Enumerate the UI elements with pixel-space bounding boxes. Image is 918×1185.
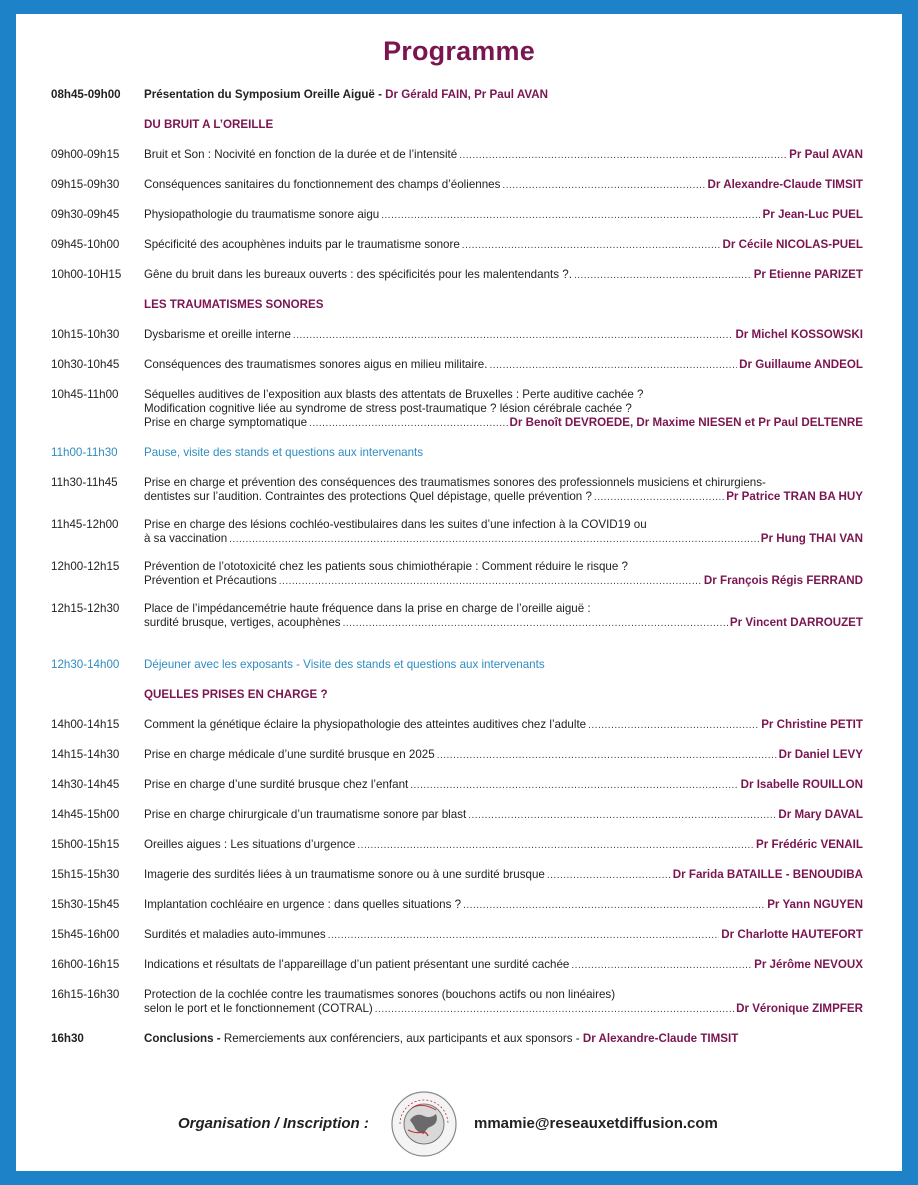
speaker-name: Pr Jérôme NEVOUX <box>754 958 863 971</box>
speaker-name: Dr Mary DAVAL <box>778 808 863 821</box>
speaker-name: Pr Yann NGUYEN <box>767 898 863 911</box>
dot-leader <box>588 719 759 733</box>
schedule-row <box>51 268 863 283</box>
schedule-row <box>51 178 863 193</box>
session-description <box>144 808 863 823</box>
session-title: Présentation du Symposium Oreille Aiguë - <box>144 88 382 101</box>
time-slot: 09h45-10h00 <box>51 238 120 251</box>
dot-leader <box>574 269 752 283</box>
session-title-line: Conséquences des traumatismes sonores aigus en milieu militaire. <box>144 358 488 371</box>
session-title-line: Oreilles aigues : Les situations d’urgence <box>144 838 356 851</box>
session-description <box>144 838 863 853</box>
session-description <box>144 778 863 793</box>
session-description <box>144 518 863 547</box>
speaker-name: Dr Farida BATAILLE - BENOUDIBA <box>672 868 863 881</box>
time-slot: 14h30-14h45 <box>51 778 120 791</box>
speaker-name: Dr Alexandre-Claude TIMSIT <box>582 1032 739 1045</box>
session-title-line: Prise en charge et prévention des conséquences des traumatismes sonores des professionnels musiciens et chirurgiens- <box>144 476 766 489</box>
session-title-line: Prise en charge chirurgicale d’un traumatisme sonore par blast <box>144 808 467 821</box>
reseaux-diffusion-logo-icon <box>390 1090 458 1158</box>
closing-label: Conclusions - <box>144 1032 221 1045</box>
schedule-row <box>51 358 863 373</box>
time-slot: 11h30-11h45 <box>51 476 118 489</box>
session-description <box>144 148 863 163</box>
dot-leader <box>489 359 737 373</box>
schedule-row <box>51 446 863 460</box>
dot-leader <box>594 491 724 505</box>
speaker-name: Dr François Régis FERRAND <box>703 574 863 587</box>
session-title-line: Bruit et Son : Nocivité en fonction de la durée et de l’intensité <box>144 148 458 161</box>
time-slot: 16h30 <box>51 1032 84 1045</box>
session-title-line: Prise en charge d’une surdité brusque chez l’enfant <box>144 778 409 791</box>
session-title-line: surdité brusque, vertiges, acouphènes <box>144 616 341 629</box>
session-description <box>144 268 863 283</box>
speaker-name: Dr Michel KOSSOWSKI <box>735 328 863 341</box>
session-title-line: Prise en charge des lésions cochléo-vestibulaires dans les suites d’une infection à la COVID19 ou <box>144 518 647 531</box>
speaker-name: Pr Vincent DARROUZET <box>729 616 863 629</box>
session-title-line: Prise en charge médicale d’une surdité brusque en 2025 <box>144 748 435 761</box>
schedule-row <box>51 476 863 505</box>
dot-leader <box>459 149 787 163</box>
schedule-row <box>51 748 863 763</box>
session-title-line: Surdités et maladies auto-immunes <box>144 928 326 941</box>
session-title-line: Comment la génétique éclaire la physiopathologie des atteintes auditives chez l’adulte <box>144 718 587 731</box>
closing-text: Remerciements aux conférenciers, aux participants et aux sponsors - <box>223 1032 580 1045</box>
session-title-line: à sa vaccination <box>144 532 228 545</box>
session-description <box>144 388 863 431</box>
speaker-name: Dr Guillaume ANDEOL <box>739 358 863 371</box>
session-description <box>144 748 863 763</box>
dot-leader <box>571 959 752 973</box>
dot-leader <box>328 929 720 943</box>
dot-leader <box>468 809 776 823</box>
schedule-row <box>51 898 863 913</box>
time-slot: 12h30-14h00 <box>51 658 120 671</box>
session-description <box>144 328 863 343</box>
schedule-row <box>51 928 863 943</box>
schedule-row <box>51 560 863 589</box>
schedule-row <box>51 838 863 853</box>
session-description <box>144 178 863 193</box>
speaker-name: Pr Etienne PARIZET <box>753 268 863 281</box>
session-description <box>144 928 863 943</box>
dot-leader <box>375 1003 734 1017</box>
session-title-line: Gêne du bruit dans les bureaux ouverts : des spécificités pour les malentendants ?. <box>144 268 572 281</box>
page-title: Programme <box>383 36 535 66</box>
time-slot: 08h45-09h00 <box>51 88 121 101</box>
section-heading-text: DU BRUIT A L’OREILLE <box>144 118 274 131</box>
session-description <box>144 358 863 373</box>
contact-email[interactable]: mmamie@reseauxetdiffusion.com <box>474 1115 718 1132</box>
schedule-row <box>51 518 863 547</box>
session-title-line: Spécificité des acouphènes induits par le traumatisme sonore <box>144 238 460 251</box>
time-slot: 11h00-11h30 <box>51 446 118 459</box>
session-title-line: Modification cognitive liée au syndrome de stress post-traumatique ? lésion cérébrale cachée ? <box>144 402 632 415</box>
time-slot: 14h00-14h15 <box>51 718 120 731</box>
schedule-row <box>51 718 863 733</box>
session-description <box>144 718 863 733</box>
organisation-label: Organisation / Inscription : <box>178 1115 369 1132</box>
dot-leader <box>502 179 705 193</box>
session-description <box>144 446 863 460</box>
dot-leader <box>463 899 765 913</box>
schedule-row <box>51 808 863 823</box>
time-slot: 09h15-09h30 <box>51 178 120 191</box>
speaker-name: Pr Frédéric VENAIL <box>756 838 863 851</box>
schedule-row <box>51 208 863 223</box>
schedule-row <box>51 148 863 163</box>
dot-leader <box>279 575 702 589</box>
session-description <box>144 88 863 102</box>
dot-leader <box>410 779 738 793</box>
schedule-row <box>51 868 863 883</box>
schedule-row <box>51 988 863 1017</box>
dot-leader <box>343 617 728 631</box>
time-slot: 14h45-15h00 <box>51 808 120 821</box>
session-title-line: Imagerie des surdités liées à un traumatisme sonore ou à une surdité brusque <box>144 868 545 881</box>
session-title-line: Indications et résultats de l’appareillage d’un patient présentant une surdité cachée <box>144 958 570 971</box>
dot-leader <box>462 239 721 253</box>
schedule-row <box>51 602 863 631</box>
session-title-line: Prise en charge symptomatique <box>144 416 308 429</box>
time-slot: 09h30-09h45 <box>51 208 120 221</box>
schedule-row <box>51 328 863 343</box>
time-slot: 15h15-15h30 <box>51 868 120 881</box>
speaker-name: Pr Hung THAI VAN <box>760 532 863 545</box>
dot-leader <box>547 869 671 883</box>
speaker-name: Dr Alexandre-Claude TIMSIT <box>707 178 863 191</box>
session-description <box>144 602 863 631</box>
speaker-name: Pr Jean-Luc PUEL <box>762 208 863 221</box>
schedule-row <box>51 1032 863 1046</box>
session-description <box>144 476 863 505</box>
schedule-row <box>51 958 863 973</box>
session-title-line: Déjeuner avec les exposants - Visite des stands et questions aux intervenants <box>144 658 545 671</box>
section-heading-text: QUELLES PRISES EN CHARGE ? <box>144 688 328 701</box>
dot-leader <box>357 839 754 853</box>
dot-leader <box>437 749 777 763</box>
session-description <box>144 958 863 973</box>
time-slot: 15h45-16h00 <box>51 928 120 941</box>
session-description <box>144 1032 863 1046</box>
speaker-name: Pr Christine PETIT <box>761 718 863 731</box>
speaker-name: Dr Gérald FAIN, Pr Paul AVAN <box>385 88 548 101</box>
speaker-name: Dr Isabelle ROUILLON <box>740 778 863 791</box>
schedule-row <box>51 388 863 431</box>
session-title-line: Physiopathologie du traumatisme sonore aigu <box>144 208 380 221</box>
session-title-line: Protection de la cochlée contre les traumatismes sonores (bouchons actifs ou non linéaires) <box>144 988 616 1001</box>
dot-leader <box>309 417 507 431</box>
speaker-name: Pr Paul AVAN <box>789 148 863 161</box>
schedule-row <box>51 88 863 102</box>
session-description <box>144 898 863 913</box>
session-title-line: Place de l’impédancemétrie haute fréquence dans la prise en charge de l’oreille aiguë : <box>144 602 591 615</box>
session-description <box>144 560 863 589</box>
dot-leader <box>293 329 734 343</box>
schedule-row <box>51 658 863 672</box>
session-description <box>144 238 863 253</box>
time-slot: 10h00-10H15 <box>51 268 122 281</box>
speaker-name: Dr Charlotte HAUTEFORT <box>721 928 863 941</box>
time-slot: 10h45-11h00 <box>51 388 119 401</box>
dot-leader <box>381 209 760 223</box>
session-title-line: selon le port et le fonctionnement (COTRAL) <box>144 1002 373 1015</box>
time-slot: 12h15-12h30 <box>51 602 120 615</box>
session-title-line: Implantation cochléaire en urgence : dans quelles situations ? <box>144 898 462 911</box>
time-slot: 16h15-16h30 <box>51 988 120 1001</box>
speaker-name: Dr Benoît DEVROEDE, Dr Maxime NIESEN et Pr Paul DELTENRE <box>509 416 863 429</box>
session-title-line: dentistes sur l’audition. Contraintes des protections Quel dépistage, quelle prévention ? <box>144 490 592 503</box>
session-title-line: Dysbarisme et oreille interne <box>144 328 291 341</box>
session-title-line: Pause, visite des stands et questions aux intervenants <box>144 446 424 459</box>
time-slot: 10h30-10h45 <box>51 358 120 371</box>
session-title-line: Prévention et Précautions <box>144 574 277 587</box>
time-slot: 11h45-12h00 <box>51 518 119 531</box>
session-title-line: Conséquences sanitaires du fonctionnement des champs d’éoliennes <box>144 178 501 191</box>
schedule-row <box>51 238 863 253</box>
time-slot: 12h00-12h15 <box>51 560 120 573</box>
session-description <box>144 988 863 1017</box>
session-description <box>144 658 863 672</box>
speaker-name: Dr Véronique ZIMPFER <box>736 1002 863 1015</box>
section-heading-text: LES TRAUMATISMES SONORES <box>144 298 324 311</box>
time-slot: 10h15-10h30 <box>51 328 120 341</box>
time-slot: 16h00-16h15 <box>51 958 120 971</box>
speaker-name: Dr Daniel LEVY <box>778 748 863 761</box>
time-slot: 14h15-14h30 <box>51 748 120 761</box>
session-title-line: Prévention de l’ototoxicité chez les patients sous chimiothérapie : Comment réduire le risque ? <box>144 560 628 573</box>
footer <box>0 1060 918 1140</box>
section-heading <box>51 118 863 132</box>
speaker-name: Pr Patrice TRAN BA HUY <box>726 490 863 503</box>
section-heading <box>51 688 863 702</box>
session-description <box>144 868 863 883</box>
dot-leader <box>229 533 759 547</box>
time-slot: 09h00-09h15 <box>51 148 120 161</box>
time-slot: 15h30-15h45 <box>51 898 120 911</box>
session-description <box>144 208 863 223</box>
time-slot: 15h00-15h15 <box>51 838 120 851</box>
schedule-row <box>51 778 863 793</box>
speaker-name: Dr Cécile NICOLAS-PUEL <box>722 238 863 251</box>
session-title-line: Séquelles auditives de l’exposition aux blasts des attentats de Bruxelles : Perte auditive cachée ? <box>144 388 644 401</box>
section-heading <box>51 298 863 312</box>
